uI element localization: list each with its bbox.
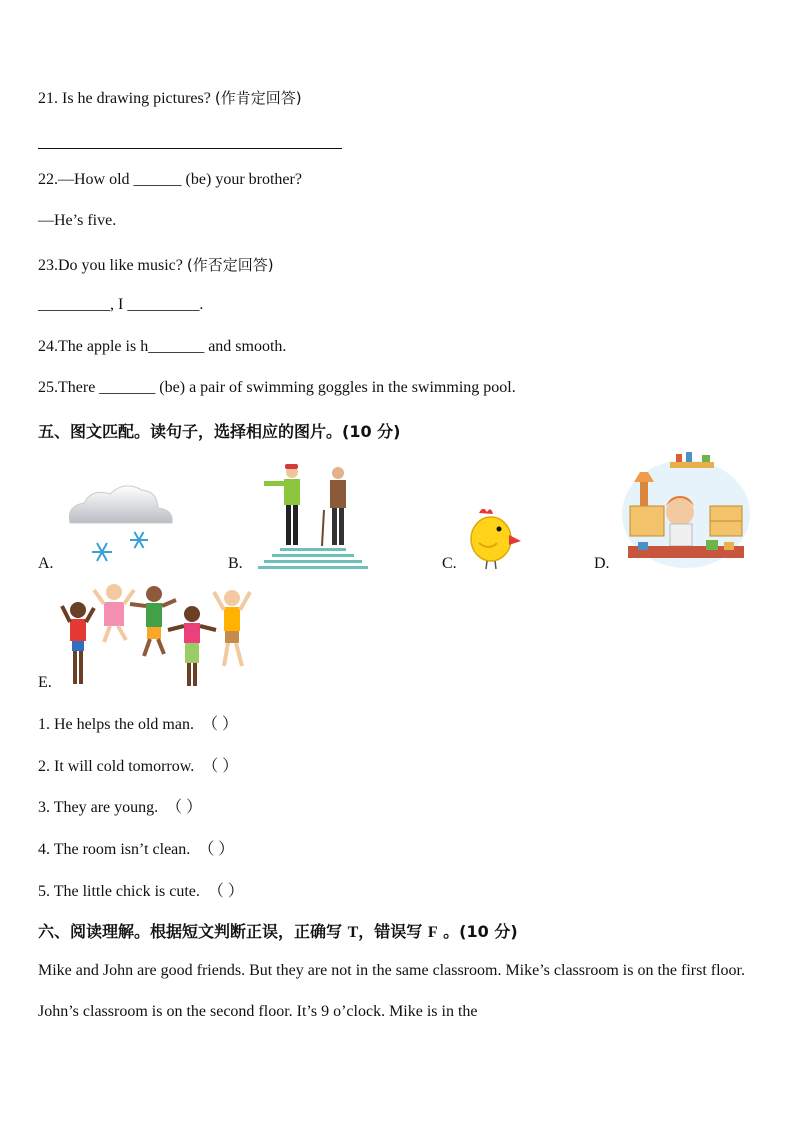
- option-e-label: E.: [38, 674, 52, 691]
- matching-item-2: 2. It will cold tomorrow. （ ）: [38, 758, 239, 775]
- answer-bracket[interactable]: （ ）: [207, 883, 244, 900]
- section-6-title: 六、阅读理解。根据短文判断正误，正确写 T，错误写 F 。(10 分): [38, 922, 518, 941]
- matching-item-3: 3. They are young. （ ）: [38, 799, 203, 816]
- answer-line-21: [38, 148, 342, 149]
- matching-item-5: 5. The little chick is cute. （ ）: [38, 883, 244, 900]
- question-25: 25.There _______ (be) a pair of swimming goggles in the swimming pool.: [38, 379, 516, 396]
- section-5-title: 五、图文匹配。读句子，选择相应的图片。(10 分): [38, 422, 401, 441]
- question-22-answer: —He’s five.: [38, 212, 117, 229]
- matching-item-4: 4. The room isn’t clean. （ ）: [38, 841, 235, 858]
- question-24: 24.The apple is h_______ and smooth.: [38, 338, 287, 355]
- question-23-answer: _________, I _________.: [38, 296, 204, 313]
- answer-bracket[interactable]: （ ）: [198, 841, 235, 858]
- snow-cloud-icon: [62, 478, 177, 568]
- question-23: 23.Do you like music? (作否定回答): [38, 256, 274, 274]
- jumping-kids-illustration: [58, 580, 258, 690]
- chick-icon: [465, 505, 527, 571]
- messy-room-illustration: [620, 450, 752, 570]
- helping-old-man-illustration: [258, 460, 368, 570]
- option-c-label: C.: [442, 555, 457, 572]
- answer-bracket[interactable]: （ ）: [201, 716, 238, 733]
- matching-item-1: 1. He helps the old man. （ ）: [38, 716, 238, 733]
- option-b-label: B.: [228, 555, 243, 572]
- reading-passage: Mike and John are good friends. But they are not in the same classroom. Mike’s classroom is on the first floor. John’s classroom is on the second floor. It’s 9 o’clock. Mike is in the: [38, 962, 745, 1020]
- option-d-label: D.: [594, 555, 610, 572]
- question-22: 22.—How old ______ (be) your brother?: [38, 171, 302, 188]
- question-21: 21. Is he drawing pictures? (作肯定回答): [38, 89, 302, 107]
- answer-bracket[interactable]: （ ）: [202, 758, 239, 775]
- option-a-label: A.: [38, 555, 54, 572]
- answer-bracket[interactable]: （ ）: [166, 799, 203, 816]
